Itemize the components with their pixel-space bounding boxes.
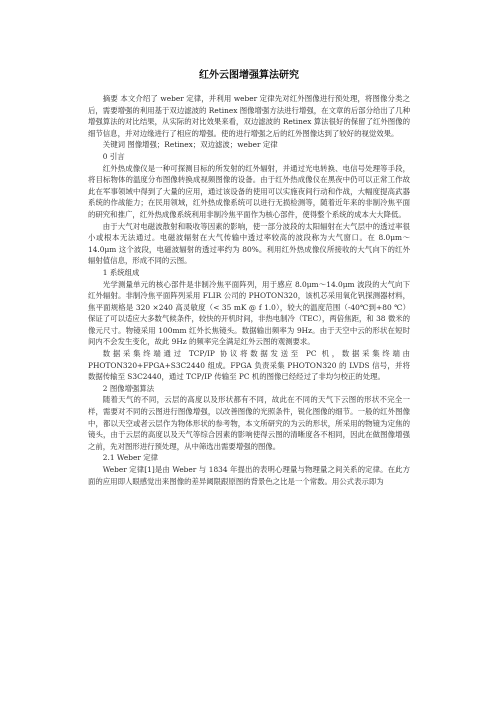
paragraph: Weber 定律[1]是由 Weber 与 1834 年提出的表明心理量与物理量之间关系的定律。在此方面的应用即人眼感觉出来图像的差异阈限跟原图的背景色之比是一个常数。用公式表示即为 bbox=[88, 465, 410, 486]
paragraph: 红外热成像仪是一种可探测目标的所发射的红外辐射，并通过光电转换、电信号处理等手段，将目标物体的温度分布图像转换成视频图像的设备。由于红外热成像仪在黑夜中仍可以正常工作故此在军事领域中得到了大量的应用，通过该设备的使用可以实施夜间行动和作战，大幅度提高武器系统的作战能力；在民用领域，红外热成像系统可以进行无损检测等，随着近年来的非制冷焦平面的研究和推广，红外热成像系统利用非制冷焦平面作为核心部件，使得整个系统的成本大大降低。 bbox=[88, 163, 410, 219]
section-heading-weber: 2.1 Weber 定律 bbox=[102, 453, 159, 463]
paragraph: 光学测量单元的核心部件是非制冷焦平面阵列，用于感应 8.0μm～14.0μm 波段的大气向下红外辐射。非制冷焦平面阵列采用 FLIR 公司的 PHOTON320，该机芯采用氧化钒探测器材料，焦平面规格是 320 ×240 高灵敏度（< 35 mK @ f 1.0），较大的温度范围（-40℃到+80 ℃）保证了可以适应大多数气候条件，较快的开机时间，非热电制冷（TEC），两倍焦距，和 38 微米的像元尺寸。物镜采用 100mm 红外长焦镜头。数据输出频率为 9Hz。由于天空中云的形状在短时间内不会发生变化，故此 9Hz 的频率完全满足红外云图的观测要求。 bbox=[88, 279, 411, 347]
section-heading-system: 1 系统组成 bbox=[102, 267, 140, 277]
paragraph: 由于大气对电磁波散射和吸收等因素的影响，使一部分波段的太阳辐射在大气层中的透过率很小或根本无法通过。电磁波辐射在大气传输中透过率较高的波段称为大气窗口。在 8.0μm～14.0μm 这个波段，电磁波辐射的透过率约为 80%。利用红外热成像仪所接收的大气向下的红外辐射值信息，形成不同的云图。 bbox=[88, 221, 410, 266]
paragraph: 数据采集终端通过 TCP/IP 协议将数据发送至 PC 机，数据采集终端由 PHOTON320+FPGA+S3C2440 组成。FPGA 负责采集 PHOTON320 的 LVDS 信号，并将数据传输至 S3C2440，通过 TCP/IP 传输至 PC 机的图像已经经过了非均匀校正的处理。 bbox=[88, 349, 410, 382]
keywords: 关键词 图像增强；Retinex；双边滤波；weber 定律 bbox=[102, 140, 278, 150]
paper-page bbox=[88, 62, 410, 487]
abstract: 摘要 本文介绍了 weber 定律，并利用 weber 定律先对红外图像进行预处理，将图像分类之后，需要增强的利用基于双边滤波的 Retinex 图像增强方法进行增强，在文章的后部分给出了几种增强算法的对比结果，从实际的对比效果来看，双边滤波的 Retinex 算法很好的保留了红外图像的细节信息，并对边缘进行了相应的增强。使的进行增强之后的红外图像达到了较好的视觉效果。 bbox=[88, 94, 410, 138]
paragraph: 随着天气的不同，云层的高度以及形状都有不同，故此在不同的天气下云图的形状不完全一样，需要对不同的云图进行图像增强，以改善图像的光照条件，锐化图像的细节。一般的红外图像中，都以天空或者云层作为物体形状的参考物，本文所研究的为云的形状，所采用的物镜为定焦的镜头，由于云层的高度以及天气等综合因素的影响使得云图的清晰度各不相同，因此在做图像增强之前，先对图形进行预处理，从中筛选出需要增强的图像。 bbox=[88, 395, 410, 451]
section-heading-intro: 0 引言 bbox=[102, 151, 125, 161]
section-heading-enhancement: 2 图像增强算法 bbox=[102, 383, 155, 393]
paper-title: 红外云图增强算法研究 bbox=[199, 70, 299, 81]
